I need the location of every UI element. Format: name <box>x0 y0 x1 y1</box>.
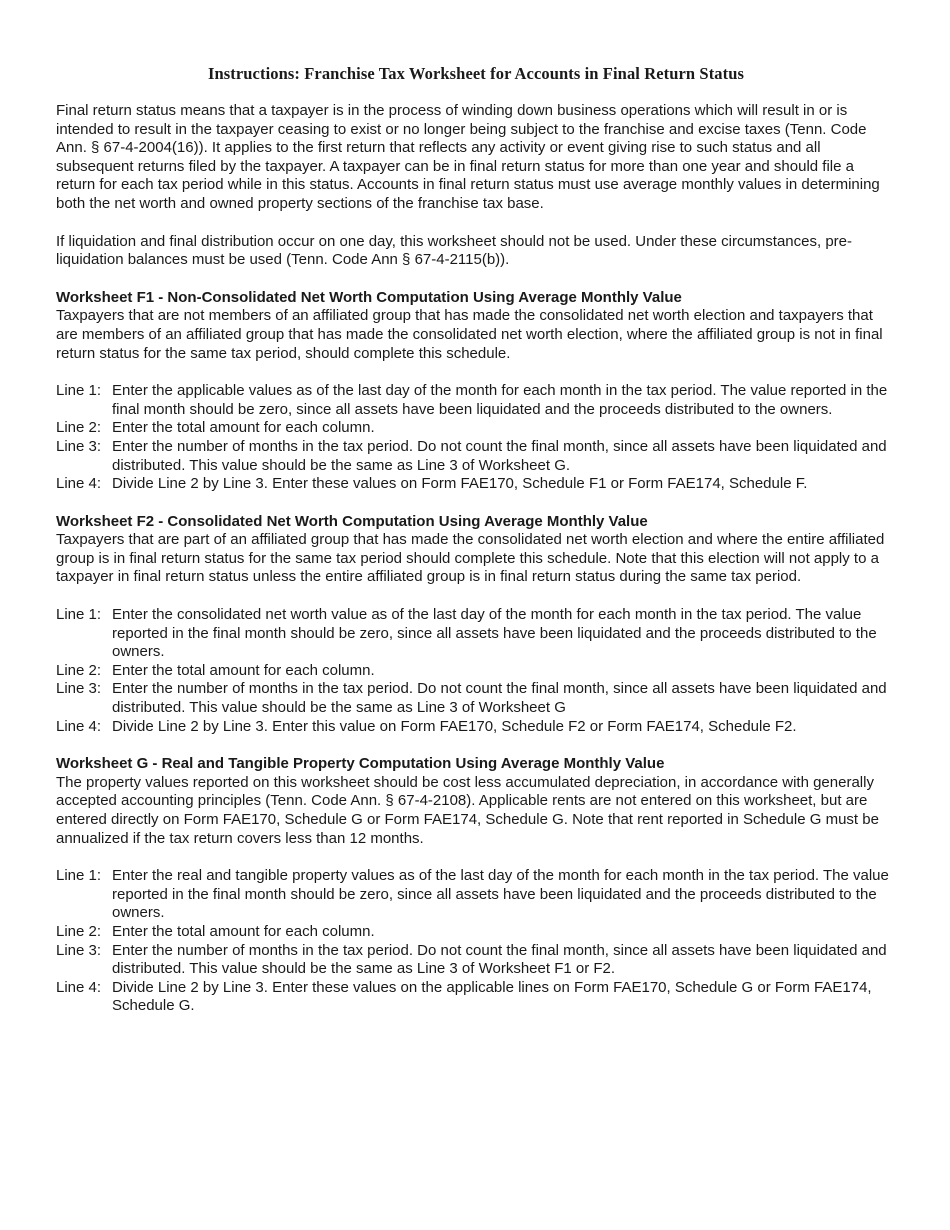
spacer <box>56 270 896 289</box>
line-instruction: Divide Line 2 by Line 3. Enter this value on Form FAE170, Schedule F2 or Form FAE174, Schedule F2. <box>112 717 797 735</box>
line-label: Line 3: <box>56 680 102 698</box>
worksheet-f1-line-1 <box>56 382 896 419</box>
line-instruction: Divide Line 2 by Line 3. Enter these values on Form FAE170, Schedule F1 or Form FAE174, Schedule F. <box>112 475 808 493</box>
worksheet-f2-line-2 <box>56 662 896 681</box>
worksheet-g-section <box>56 755 896 1016</box>
worksheet-f2-line-list <box>56 606 896 736</box>
worksheet-f1-line-3 <box>56 438 896 475</box>
spacer <box>56 587 896 606</box>
spacer <box>56 363 896 382</box>
worksheet-f2-line-4 <box>56 718 896 737</box>
worksheet-g-line-2 <box>56 923 896 942</box>
worksheet-f2-line-3 <box>56 680 896 717</box>
line-label: Line 2: <box>56 419 102 437</box>
line-instruction: Enter the number of months in the tax period. Do not count the final month, since all assets have been liquidated and distributed. This value should be the same as Line 3 of Worksheet F1 or F2. <box>112 941 887 978</box>
line-instruction: Enter the total amount for each column. <box>112 419 375 437</box>
worksheet-f2-description: Taxpayers that are part of an affiliated group that has made the consolidated net worth election and where the entire affiliated group is in final return status for the same tax period should complete this schedule. Note that this election will not apply to a taxpayer in final return status unless the entire affiliated group is in final return status during the same tax period. <box>56 531 885 586</box>
spacer <box>56 494 896 513</box>
worksheet-f1-description: Taxpayers that are not members of an affiliated group that has made the consolidated net worth election and taxpayers that are members of an affiliated group that has made the consolidated net worth election, where the affiliated group is not in final return status for the same tax period, should complete this schedule. <box>56 307 883 362</box>
intro-paragraph-final-return-status: Final return status means that a taxpayer is in the process of winding down business operations which will result in or is intended to result in the taxpayer ceasing to exist or no longer being subject to the franchise and excise taxes (Tenn. Code Ann. § 67-4-2004(16)). It applies to the first return that reflects any activity or event giving rise to such status and all subsequent returns filed by the taxpayer. A taxpayer can be in final return status for more than one year and should file a return for each tax period while in this status. Accounts in final return status must use average monthly values in determining both the net worth and owned property sections of the franchise tax base. <box>56 102 880 212</box>
spacer <box>56 736 896 755</box>
line-instruction: Enter the real and tangible property values as of the last day of the month for each month in the tax period. The value reported in the final month should be zero, since all assets have been liquidated and the proceeds distributed to the owners. <box>112 867 889 922</box>
worksheet-g-line-4 <box>56 979 896 1016</box>
worksheet-f1-line-2 <box>56 419 896 438</box>
line-instruction: Enter the total amount for each column. <box>112 661 375 679</box>
line-instruction: Enter the total amount for each column. <box>112 922 375 940</box>
line-label: Line 3: <box>56 437 102 455</box>
worksheet-f1-line-4 <box>56 475 896 494</box>
line-instruction: Enter the number of months in the tax period. Do not count the final month, since all assets have been liquidated and distributed. This value should be the same as Line 3 of Worksheet G <box>112 680 887 717</box>
worksheet-g-heading: Worksheet G - Real and Tangible Property Computation Using Average Monthly Value <box>56 755 665 773</box>
line-label: Line 4: <box>56 475 102 493</box>
worksheet-g-line-3 <box>56 942 896 979</box>
worksheet-f2-line-1 <box>56 606 896 662</box>
line-instruction: Divide Line 2 by Line 3. Enter these values on the applicable lines on Form FAE170, Schedule G or Form FAE174, Schedule G. <box>112 978 872 1015</box>
line-instruction: Enter the applicable values as of the last day of the month for each month in the tax period. The value reported in the final month should be zero, since all assets have been liquidated and the proceeds distributed to the owners. <box>112 382 888 418</box>
worksheet-f2-section <box>56 513 896 737</box>
spacer <box>56 848 896 867</box>
line-label: Line 4: <box>56 978 102 996</box>
line-label: Line 2: <box>56 922 102 940</box>
worksheet-f2-heading: Worksheet F2 - Consolidated Net Worth Computation Using Average Monthly Value <box>56 512 648 530</box>
worksheet-f1-line-list <box>56 382 896 494</box>
spacer <box>56 214 896 233</box>
worksheet-g-description: The property values reported on this worksheet should be cost less accumulated depreciation, in accordance with generally accepted accounting principles (Tenn. Code Ann. § 67-4-2108). Applicable rents are not entered on this worksheet, but are entered directly on Form FAE170, Schedule G or Form FAE174, Schedule G. Note that rent reported in Schedule G must be annualized if the tax return covers less than 12 months. <box>56 773 879 847</box>
worksheet-g-line-list <box>56 867 896 1016</box>
line-label: Line 3: <box>56 941 102 959</box>
document-page <box>56 64 896 1016</box>
line-instruction: Enter the consolidated net worth value as of the last day of the month for each month in the tax period. The value reported in the final month should be zero, since all assets have been liquidated and the proceeds distributed to the owners. <box>112 606 877 661</box>
line-label: Line 4: <box>56 717 102 735</box>
line-label: Line 1: <box>56 606 102 624</box>
line-label: Line 1: <box>56 867 102 885</box>
worksheet-f1-section <box>56 289 896 494</box>
worksheet-g-line-1 <box>56 867 896 923</box>
worksheet-f1-heading: Worksheet F1 - Non-Consolidated Net Worth Computation Using Average Monthly Value <box>56 288 682 306</box>
line-label: Line 2: <box>56 661 102 679</box>
page-title: Instructions: Franchise Tax Worksheet for Accounts in Final Return Status <box>207 64 745 83</box>
line-label: Line 1: <box>56 382 102 400</box>
line-instruction: Enter the number of months in the tax period. Do not count the final month, since all assets have been liquidated and distributed. This value should be the same as Line 3 of Worksheet G. <box>112 437 887 474</box>
intro-paragraph-liquidation: If liquidation and final distribution occur on one day, this worksheet should not be used. Under these circumstances, pre-liquidation balances must be used (Tenn. Code Ann § 67-4-2115(b)). <box>56 232 853 269</box>
